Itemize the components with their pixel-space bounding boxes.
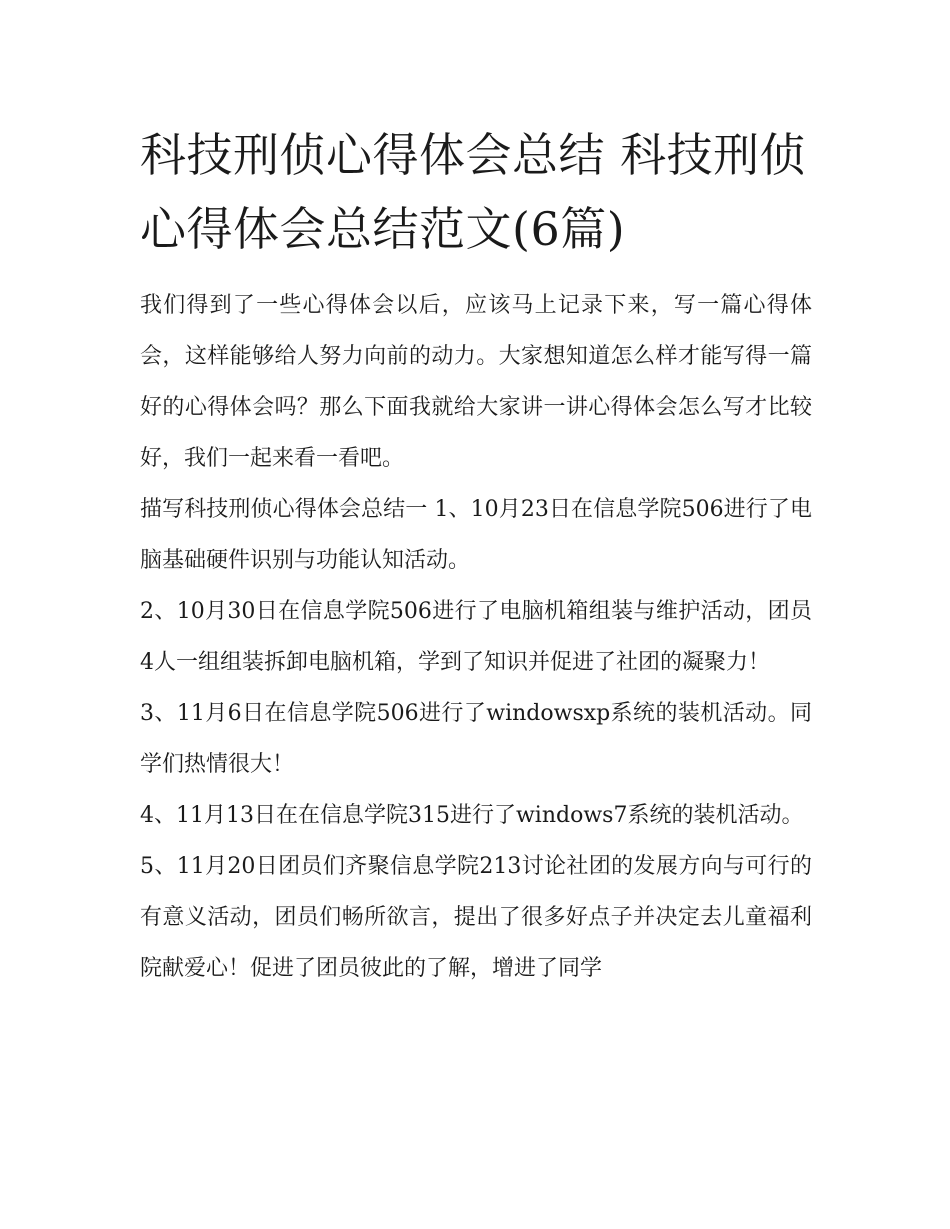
document-page — [140, 118, 812, 994]
paragraph-item-3: 3、11月6日在信息学院506进行了windowsxp系统的装机活动。同学们热情很大！ — [140, 701, 812, 777]
paragraph-item-4: 4、11月13日在在信息学院315进行了windows7系统的装机活动。 — [140, 803, 804, 828]
paragraph-item-2: 2、10月30日在信息学院506进行了电脑机箱组装与维护活动，团员4人一组组装拆卸电脑机箱，学到了知识并促进了社团的凝聚力！ — [140, 599, 812, 675]
intro-paragraph: 我们得到了一些心得体会以后，应该马上记录下来，写一篇心得体会，这样能够给人努力向前的动力。大家想知道怎么样才能写得一篇好的心得体会吗？那么下面我就给大家讲一讲心得体会怎么写才比较好，我们一起来看一看吧。 — [140, 293, 812, 471]
paragraph-item-5: 5、11月20日团员们齐聚信息学院213讨论社团的发展方向与可行的有意义活动，团员们畅所欲言，提出了很多好点子并决定去儿童福利院献爱心！促进了团员彼此的了解，增进了同学 — [140, 854, 812, 981]
paragraph-item-1: 描写科技刑侦心得体会总结一 1、10月23日在信息学院506进行了电脑基础硬件识别与功能认知活动。 — [140, 497, 812, 573]
document-title: 科技刑侦心得体会总结 科技刑侦心得体会总结范文(6篇) — [140, 128, 807, 256]
